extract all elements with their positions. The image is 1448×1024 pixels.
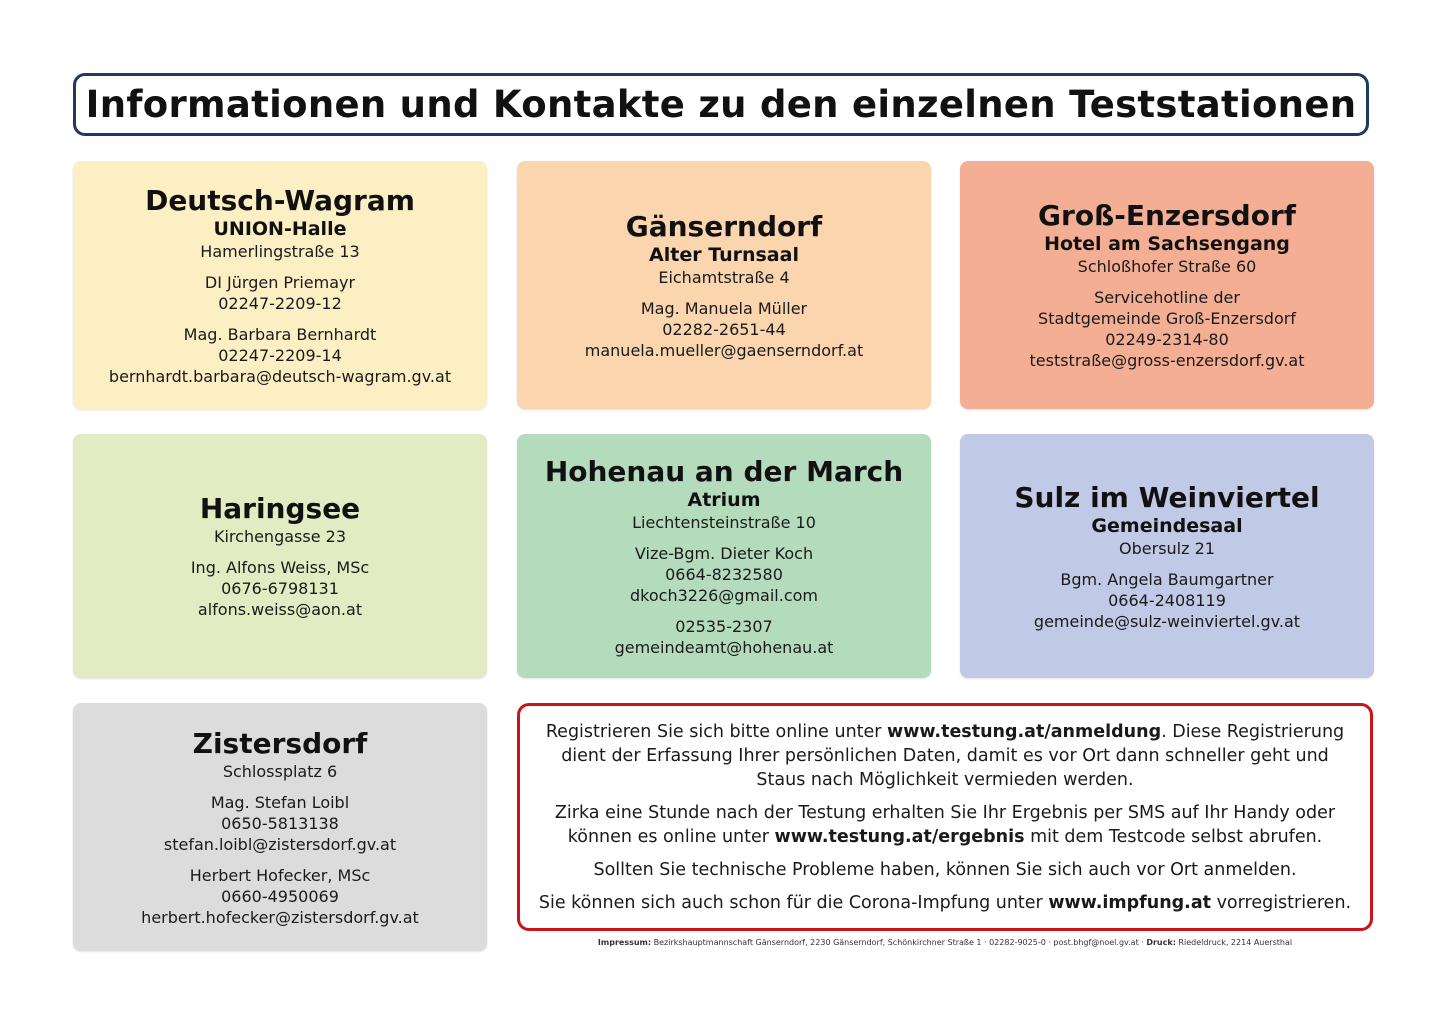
contact-email-link[interactable]: gemeinde@sulz-weinviertel.gv.at <box>1033 611 1301 631</box>
page-title: Informationen und Kontakte zu den einzelnen Teststationen <box>85 83 1357 126</box>
station-venue: Hotel am Sachsengang <box>1044 233 1290 255</box>
station-address: Schlossplatz 6 <box>222 761 338 781</box>
title-box <box>73 73 1369 136</box>
station-address: Schloßhofer Straße 60 <box>1077 257 1257 276</box>
contact-group <box>585 298 863 361</box>
info-paragraph-onsite: Sollten Sie technische Probleme haben, können Sie sich auch vor Ort anmelden. <box>593 859 1297 880</box>
contact-email-link[interactable]: herbert.hofecker@zistersdorf.gv.at <box>141 907 419 927</box>
info-paragraph-registration <box>536 720 1354 792</box>
impressum-text: Bezirkshauptmannschaft Gänserndorf, 2230 Gänserndorf, Schönkirchner Straße 1 · 02282-9025-0 · post.bhgf@noel.gv.at · <box>651 938 1147 947</box>
contact-line: Servicehotline der <box>1094 288 1240 307</box>
station-card <box>517 434 931 678</box>
station-name: Hohenau an der March <box>544 454 904 488</box>
contact-email-link[interactable]: manuela.mueller@gaenserndorf.at <box>584 340 864 360</box>
contact-email-link[interactable]: gemeindeamt@hohenau.at <box>614 637 834 657</box>
station-venue: Alter Turnsaal <box>649 243 799 266</box>
contact-group <box>1034 569 1300 632</box>
contact-line: 02247-2209-12 <box>218 293 342 313</box>
contact-group <box>191 557 369 620</box>
contact-group <box>615 616 834 658</box>
contact-line: 02247-2209-14 <box>218 345 342 365</box>
info-paragraph-vaccination <box>536 891 1354 915</box>
station-name: Gänserndorf <box>625 209 823 243</box>
contact-line: Herbert Hofecker, MSc <box>189 865 371 885</box>
contact-line: 02249-2314-80 <box>1105 330 1229 349</box>
contact-email-link[interactable]: teststraße@gross-enzersdorf.gv.at <box>1029 351 1305 370</box>
station-address: Eichamtstraße 4 <box>658 267 790 287</box>
station-card <box>73 434 487 678</box>
registration-info-box <box>517 703 1373 931</box>
info-text: mit dem Testcode selbst abrufen. <box>1024 826 1323 847</box>
info-text: Registrieren Sie sich bitte online unter <box>545 721 888 742</box>
station-name: Zistersdorf <box>192 726 368 760</box>
contact-line: 02535-2307 <box>675 616 773 636</box>
station-venue: Gemeindesaal <box>1091 514 1243 537</box>
contact-email-link[interactable]: stefan.loibl@zistersdorf.gv.at <box>163 834 397 854</box>
contact-group <box>141 865 419 928</box>
contact-email-link[interactable]: alfons.weiss@aon.at <box>197 600 363 619</box>
station-card <box>517 161 931 409</box>
contact-email-link[interactable]: dkoch3226@gmail.com <box>630 585 818 605</box>
station-name: Sulz im Weinviertel <box>1014 480 1320 514</box>
contact-line: Ing. Alfons Weiss, MSc <box>190 558 370 577</box>
contact-line: 02282-2651-44 <box>662 319 786 339</box>
contact-line: 0650-5813138 <box>221 813 339 833</box>
contact-email-link[interactable]: bernhardt.barbara@deutsch-wagram.gv.at <box>108 366 452 386</box>
contact-line: Stadtgemeinde Groß-Enzersdorf <box>1038 309 1296 328</box>
station-address: Hamerlingstraße 13 <box>200 241 360 261</box>
station-address: Kirchengasse 23 <box>213 527 346 546</box>
contact-group <box>1029 287 1304 371</box>
contact-line: Mag. Stefan Loibl <box>210 792 350 812</box>
contact-line: 0664-2408119 <box>1108 590 1226 610</box>
station-venue: UNION-Halle <box>213 217 347 240</box>
station-card <box>960 434 1374 678</box>
station-card <box>73 703 487 951</box>
result-link[interactable]: www.testung.at/ergebnis <box>774 826 1025 847</box>
station-address: Liechtensteinstraße 10 <box>632 512 816 532</box>
contact-line: Mag. Manuela Müller <box>640 298 808 318</box>
contact-line: Mag. Barbara Bernhardt <box>183 324 377 344</box>
contact-group <box>630 543 818 606</box>
contact-line: 0664-8232580 <box>665 564 783 584</box>
info-text: Sie können sich auch schon für die Corona-Impfung unter <box>538 892 1049 913</box>
station-address: Obersulz 21 <box>1119 538 1215 558</box>
station-name: Groß-Enzersdorf <box>1038 199 1296 232</box>
vaccination-link[interactable]: www.impfung.at <box>1048 892 1211 913</box>
druck-label: Druck: <box>1146 938 1176 947</box>
info-text: Zirka eine Stunde nach der Testung erhalten Sie Ihr Ergebnis per SMS auf Ihr Handy oder können es online unter <box>554 802 1336 847</box>
contact-group <box>205 272 355 314</box>
contact-line: Bgm. Angela Baumgartner <box>1060 569 1274 589</box>
contact-group <box>164 792 396 855</box>
contact-line: 0676-6798131 <box>221 579 339 598</box>
contact-group <box>109 324 451 387</box>
contact-line: DI Jürgen Priemayr <box>204 272 356 292</box>
contact-line: Vize-Bgm. Dieter Koch <box>634 543 814 563</box>
registration-link[interactable]: www.testung.at/anmeldung <box>887 721 1162 742</box>
station-card <box>73 161 487 409</box>
druck-text: Riedeldruck, 2214 Auersthal <box>1175 938 1293 947</box>
contact-line: 0660-4950069 <box>221 886 339 906</box>
station-name: Deutsch-Wagram <box>145 183 415 217</box>
station-venue: Atrium <box>687 488 761 511</box>
station-name: Haringsee <box>199 492 361 525</box>
station-card <box>960 161 1374 409</box>
impressum <box>517 938 1373 947</box>
info-text: vorregistrieren. <box>1211 892 1352 913</box>
info-text: . Diese Registrierung dient der Erfassung Ihrer persönlichen Daten, damit es vor Ort dann schneller geht und Staus nach Möglichkeit vermieden werden. <box>561 721 1345 790</box>
info-paragraph-result <box>536 801 1354 849</box>
impressum-label: Impressum: <box>597 938 652 947</box>
